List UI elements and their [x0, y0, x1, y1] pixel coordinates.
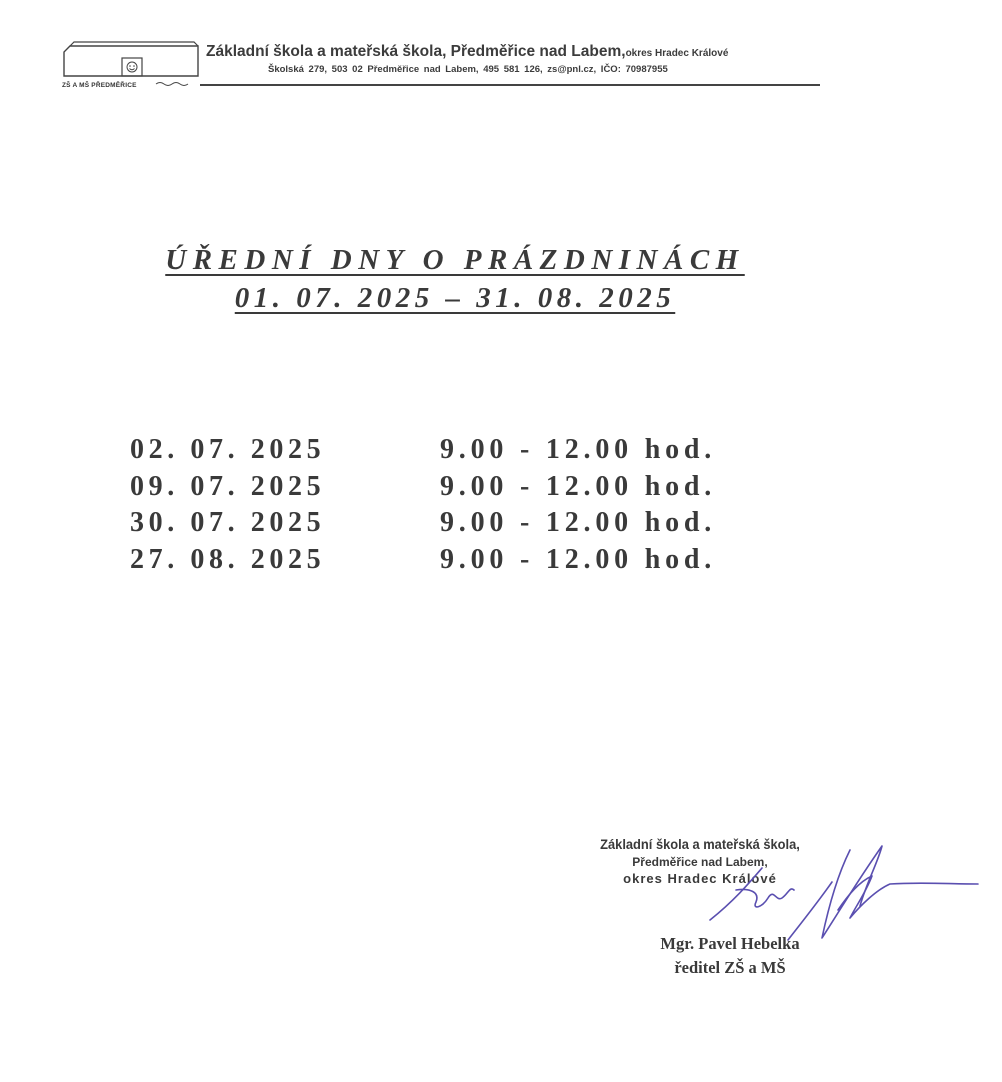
page-title — [100, 244, 810, 277]
title-line-1: ÚŘEDNÍ DNY O PRÁZDNINÁCH — [165, 244, 745, 276]
signer-name: Mgr. Pavel Hebelka — [660, 934, 800, 953]
office-day-hours: 9.00 - 12.00 hod. — [440, 470, 717, 502]
office-day-date: 27. 08. 2025 — [130, 543, 326, 575]
page-subtitle — [100, 282, 810, 315]
office-day-hours: 9.00 - 12.00 hod. — [440, 434, 717, 465]
title-line-2: 01. 07. 2025 – 31. 08. 2025 — [234, 282, 676, 314]
letterhead-divider — [200, 84, 820, 86]
signer-role: ředitel ZŠ a MŠ — [674, 958, 786, 977]
stamp-line-1: Základní škola a mateřská škola, — [600, 836, 800, 852]
list-item — [130, 434, 790, 471]
list-item — [130, 471, 790, 508]
list-item — [130, 544, 790, 581]
office-day-hours: 9.00 - 12.00 hod. — [440, 543, 717, 575]
logo-caption: ZŠ A MŠ PŘEDMĚŘICE — [62, 82, 137, 89]
stamp-line-3: okres Hradec Králové — [623, 871, 777, 886]
school-district: okres Hradec Králové — [625, 48, 729, 59]
letterhead — [60, 40, 820, 94]
office-day-hours: 9.00 - 12.00 hod. — [440, 507, 717, 538]
school-name — [206, 43, 728, 61]
office-hours-list — [130, 434, 790, 580]
school-contact: Školská 279, 503 02 Předměřice nad Labem, 495 581 126, zs@pnl.cz, IČO: 70987955 — [268, 64, 668, 75]
signer-block — [610, 932, 850, 980]
office-day-date: 02. 07. 2025 — [130, 434, 326, 465]
stamp-line-2: Předměřice nad Labem, — [632, 855, 768, 869]
school-name-text: Základní škola a mateřská škola, Předměřice nad Labem, — [206, 43, 626, 60]
office-day-date: 30. 07. 2025 — [130, 507, 326, 538]
list-item — [130, 507, 790, 544]
office-day-date: 09. 07. 2025 — [130, 470, 326, 502]
